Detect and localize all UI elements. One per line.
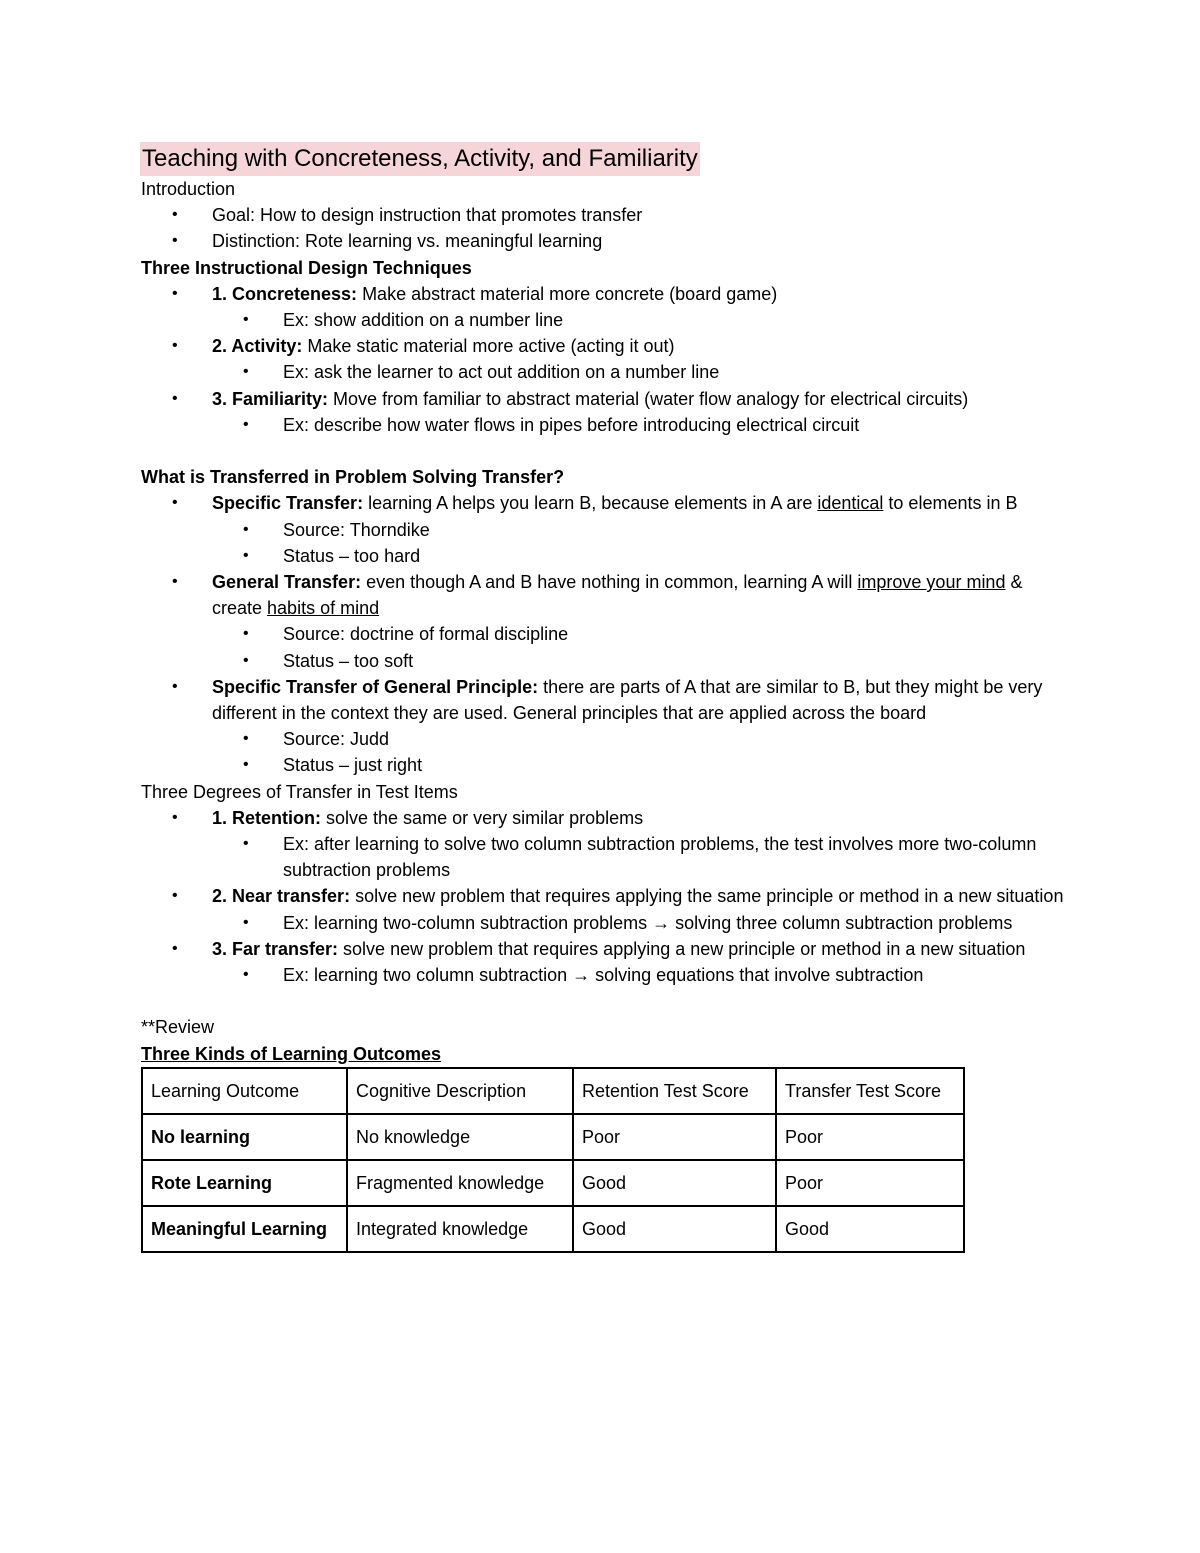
table-row xyxy=(142,1114,964,1160)
bullet-icon: • xyxy=(172,494,178,512)
bullet-icon: • xyxy=(172,206,178,224)
bullet-icon: • xyxy=(243,625,249,643)
table-cell: Good xyxy=(573,1206,776,1252)
bullet-icon: • xyxy=(243,730,249,748)
list-item: • Distinction: Rote learning vs. meaningful learning xyxy=(141,228,1071,254)
sub-list-item: • Ex: after learning to solve two column subtraction problems, the test involves more two-column subtraction problems xyxy=(212,831,1071,883)
degrees-list xyxy=(141,805,1071,988)
sub-list-item: • Source: Judd xyxy=(212,726,1071,752)
list-item: • 2. Near transfer: solve new problem that requires applying the same principle or method in a new situation • Ex: learning two-column subtraction problems → solving three column subtraction problems xyxy=(141,883,1071,935)
bullet-icon: • xyxy=(172,573,178,591)
list-item: • 1. Retention: solve the same or very similar problems • Ex: after learning to solve two column subtraction problems, the test involves more two-column subtraction problems xyxy=(141,805,1071,884)
sub-list-item: • Status – too soft xyxy=(212,648,1071,674)
sub-list-item: • Ex: show addition on a number line xyxy=(212,307,1071,333)
table-header-cell: Learning Outcome xyxy=(142,1068,347,1114)
bullet-icon: • xyxy=(172,232,178,250)
table-title: Three Kinds of Learning Outcomes xyxy=(141,1043,442,1064)
sub-list-item: • Status – just right xyxy=(212,752,1071,778)
table-row xyxy=(142,1160,964,1206)
intro-list xyxy=(141,202,1071,254)
bullet-icon: • xyxy=(243,363,249,381)
list-item: • Goal: How to design instruction that promotes transfer xyxy=(141,202,1071,228)
degrees-heading: Three Degrees of Transfer in Test Items xyxy=(141,781,458,802)
table-header-cell: Cognitive Description xyxy=(347,1068,573,1114)
list-item: • Specific Transfer of General Principle: there are parts of A that are similar to B, but they might be very different in the context they are used. General principles that are applied across the board • Source: Judd • Status – just right xyxy=(141,674,1071,779)
bullet-icon: • xyxy=(172,939,178,957)
bullet-icon: • xyxy=(172,887,178,905)
bullet-icon: • xyxy=(243,756,249,774)
sub-list-item: • Ex: ask the learner to act out addition on a number line xyxy=(212,359,1071,385)
bullet-icon: • xyxy=(243,966,249,984)
sub-list-item: • Ex: learning two column subtraction → solving equations that involve subtraction xyxy=(212,962,1071,988)
blank-line xyxy=(141,438,1071,464)
sub-list-item: • Ex: describe how water flows in pipes before introducing electrical circuit xyxy=(212,412,1071,438)
learning-outcomes-table xyxy=(141,1067,965,1253)
bullet-icon: • xyxy=(172,284,178,302)
review-label: **Review xyxy=(141,1017,215,1038)
sub-list-item: • Ex: learning two-column subtraction problems → solving three column subtraction problems xyxy=(212,910,1071,936)
table-cell: Good xyxy=(573,1160,776,1206)
table-cell: Rote Learning xyxy=(142,1160,347,1206)
table-cell: Meaningful Learning xyxy=(142,1206,347,1252)
list-item: • Specific Transfer: learning A helps you learn B, because elements in A are identical to elements in B • Source: Thorndike • Status – too hard xyxy=(141,490,1071,569)
bullet-icon: • xyxy=(172,677,178,695)
table-cell: No knowledge xyxy=(347,1114,573,1160)
list-item: • 3. Far transfer: solve new problem that requires applying a new principle or method in a new situation • Ex: learning two column subtraction → solving equations that involve subtraction xyxy=(141,936,1071,988)
sub-list-item: • Source: Thorndike xyxy=(212,517,1071,543)
bullet-icon: • xyxy=(243,651,249,669)
table-cell: Poor xyxy=(776,1160,964,1206)
techniques-list xyxy=(141,281,1071,438)
list-item: • 3. Familiarity: Move from familiar to abstract material (water flow analogy for electrical circuits) • Ex: describe how water flows in pipes before introducing electrical circuit xyxy=(141,386,1071,438)
table-cell: No learning xyxy=(142,1114,347,1160)
document-title: Teaching with Concreteness, Activity, and Familiarity xyxy=(140,142,700,176)
bullet-icon: • xyxy=(243,311,249,329)
sub-list-item: • Status – too hard xyxy=(212,543,1071,569)
transfer-list xyxy=(141,490,1071,778)
bullet-icon: • xyxy=(243,913,249,931)
table-cell: Integrated knowledge xyxy=(347,1206,573,1252)
table-header-cell: Transfer Test Score xyxy=(776,1068,964,1114)
intro-heading: Introduction xyxy=(141,179,236,199)
bullet-icon: • xyxy=(172,337,178,355)
transfer-heading: What is Transferred in Problem Solving Transfer? xyxy=(141,467,565,488)
table-cell: Fragmented knowledge xyxy=(347,1160,573,1206)
table-cell: Poor xyxy=(776,1114,964,1160)
bullet-icon: • xyxy=(243,546,249,564)
bullet-icon: • xyxy=(172,389,178,407)
bullet-icon: • xyxy=(243,415,249,433)
list-item: • General Transfer: even though A and B have nothing in common, learning A will improve your mind & create habits of mind • Source: doctrine of formal discipline • Status – too soft xyxy=(141,569,1071,674)
table-cell: Poor xyxy=(573,1114,776,1160)
blank-line xyxy=(141,988,1071,1014)
sub-list-item: • Source: doctrine of formal discipline xyxy=(212,621,1071,647)
bullet-icon: • xyxy=(172,808,178,826)
document-page xyxy=(141,142,1071,1253)
table-row xyxy=(142,1206,964,1252)
bullet-icon: • xyxy=(243,835,249,853)
list-item: • 1. Concreteness: Make abstract material more concrete (board game) • Ex: show addition on a number line xyxy=(141,281,1071,333)
table-cell: Good xyxy=(776,1206,964,1252)
techniques-heading: Three Instructional Design Techniques xyxy=(141,257,472,278)
table-header-cell: Retention Test Score xyxy=(573,1068,776,1114)
list-item: • 2. Activity: Make static material more active (acting it out) • Ex: ask the learner to act out addition on a number line xyxy=(141,333,1071,385)
bullet-icon: • xyxy=(243,520,249,538)
table-header-row xyxy=(142,1068,964,1114)
